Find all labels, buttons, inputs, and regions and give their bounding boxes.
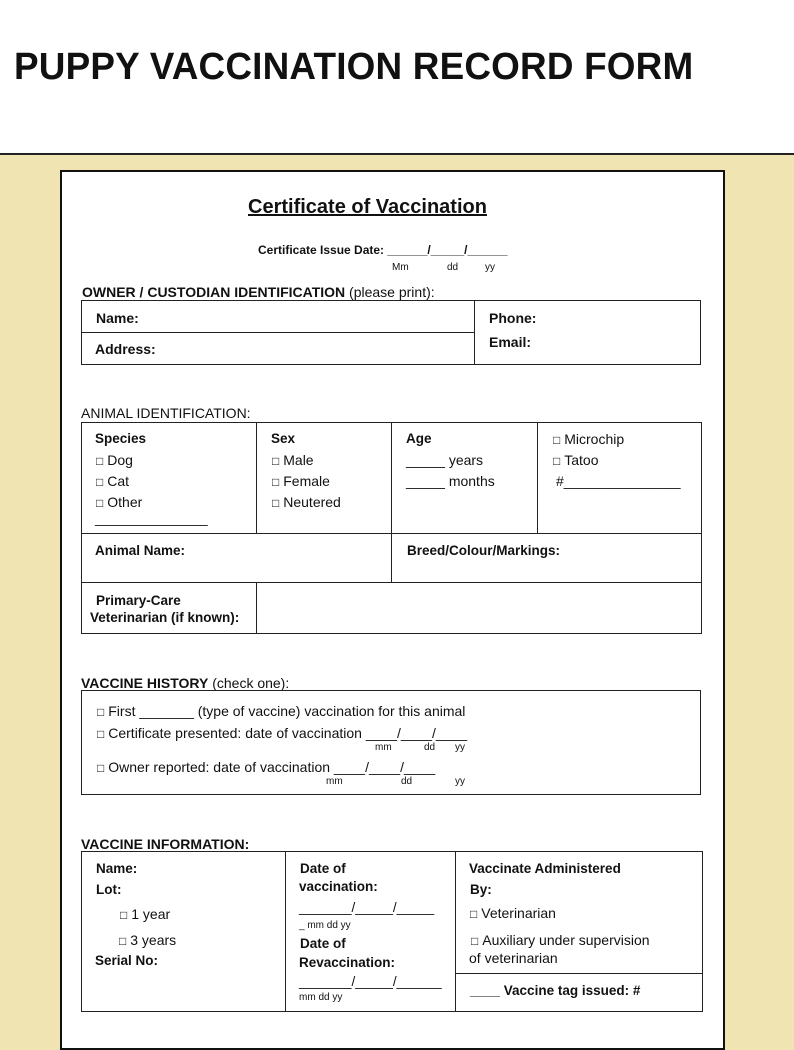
three-years-checkbox[interactable]: □ 3 years <box>119 932 176 948</box>
dd-label: dd <box>401 776 413 787</box>
owner-email-field[interactable]: Email: <box>489 334 532 350</box>
microchip-checkbox[interactable]: □ Microchip <box>553 431 624 447</box>
sex-neutered-checkbox[interactable]: □ Neutered <box>272 494 341 510</box>
sex-male-checkbox[interactable]: □ Male <box>272 452 314 468</box>
history-certificate-checkbox[interactable]: □ Certificate presented: date of vaccination ____/____/____ <box>97 725 467 741</box>
owner-address-field[interactable]: Address: <box>95 341 156 357</box>
date-vaccination-label-1: Date of <box>300 861 346 876</box>
divider <box>537 422 538 533</box>
divider <box>474 300 475 365</box>
issue-yy-label: yy <box>485 262 495 273</box>
species-dog-checkbox[interactable]: □ Dog <box>96 452 133 468</box>
page-title: PUPPY VACCINATION RECORD FORM <box>14 46 694 88</box>
species-label: Species <box>95 431 147 446</box>
species-other-checkbox[interactable]: □ Other <box>96 494 142 510</box>
divider <box>391 422 392 582</box>
vet-field[interactable] <box>258 584 700 632</box>
date-vaccination-field[interactable]: _______/_____/_____ <box>299 900 435 915</box>
divider <box>81 332 475 333</box>
age-label: Age <box>406 431 432 446</box>
age-years-field[interactable]: _____ years <box>406 452 484 468</box>
species-other-field[interactable]: _______________ <box>95 511 208 526</box>
owner-heading-note: (please print): <box>349 284 435 300</box>
breed-field[interactable]: Breed/Colour/Markings: <box>407 543 561 558</box>
date-format-label: _ mm dd yy <box>299 920 351 931</box>
history-heading-note: (check one): <box>212 675 290 691</box>
date-format-label: mm dd yy <box>299 992 343 1003</box>
vet-label-1: Primary-Care <box>96 593 181 608</box>
issue-mm-label: Mm <box>392 262 409 273</box>
auxiliary-checkbox[interactable]: □ Auxiliary under supervision <box>471 932 650 948</box>
divider <box>455 973 703 974</box>
veterinarian-checkbox[interactable]: □ Veterinarian <box>470 905 556 921</box>
divider <box>256 582 257 634</box>
divider <box>455 851 456 1012</box>
owner-name-field[interactable]: Name: <box>96 310 139 326</box>
owner-heading <box>82 284 435 300</box>
owner-heading-text: OWNER / CUSTODIAN IDENTIFICATION <box>82 284 346 300</box>
history-first-checkbox[interactable]: □ First _______ (type of vaccine) vaccination for this animal <box>97 703 465 719</box>
revaccination-date-field[interactable]: _______/_____/______ <box>299 974 442 989</box>
tattoo-checkbox[interactable]: □ Tatoo <box>553 452 599 468</box>
age-months-field[interactable]: _____ months <box>406 473 495 489</box>
issue-dd-label: dd <box>447 262 459 273</box>
mm-label: mm <box>326 776 343 787</box>
administered-label-2: By: <box>470 882 492 897</box>
mm-label: mm <box>375 742 392 753</box>
animal-heading: ANIMAL IDENTIFICATION: <box>81 405 251 421</box>
sex-label: Sex <box>271 431 296 446</box>
vaccine-name-field[interactable]: Name: <box>96 861 138 876</box>
certificate-title: Certificate of Vaccination <box>248 196 487 218</box>
yy-label: yy <box>455 742 465 753</box>
history-owner-checkbox[interactable]: □ Owner reported: date of vaccination ____/____/____ <box>97 759 435 775</box>
history-heading-text: VACCINE HISTORY <box>81 675 209 691</box>
info-heading: VACCINE INFORMATION: <box>81 836 250 852</box>
dd-label: dd <box>424 742 436 753</box>
date-vaccination-label-2: vaccination: <box>299 879 378 894</box>
species-cat-checkbox[interactable]: □ Cat <box>96 473 129 489</box>
owner-phone-field[interactable]: Phone: <box>489 310 537 326</box>
vet-label-2: Veterinarian (if known): <box>90 610 240 625</box>
header-banner <box>0 0 794 155</box>
divider <box>81 582 702 583</box>
revaccination-label-1: Date of <box>300 936 346 951</box>
administered-label-1: Vaccinate Administered <box>469 861 621 876</box>
divider <box>285 851 286 1012</box>
one-year-checkbox[interactable]: □ 1 year <box>120 906 170 922</box>
vaccine-tag-field[interactable]: ____ Vaccine tag issued: # <box>470 983 641 998</box>
sex-female-checkbox[interactable]: □ Female <box>272 473 330 489</box>
divider <box>256 422 257 533</box>
id-number-field[interactable]: #_______________ <box>556 473 681 489</box>
serial-number-field[interactable]: Serial No: <box>95 953 159 968</box>
animal-name-field[interactable]: Animal Name: <box>95 543 186 558</box>
vaccine-lot-field[interactable]: Lot: <box>96 882 122 897</box>
history-heading <box>81 675 289 691</box>
revaccination-label-2: Revaccination: <box>299 955 396 970</box>
auxiliary-label-2: of veterinarian <box>469 950 558 966</box>
yy-label: yy <box>455 776 465 787</box>
issue-date-field[interactable]: Certificate Issue Date: ______/_____/______ <box>258 243 508 257</box>
